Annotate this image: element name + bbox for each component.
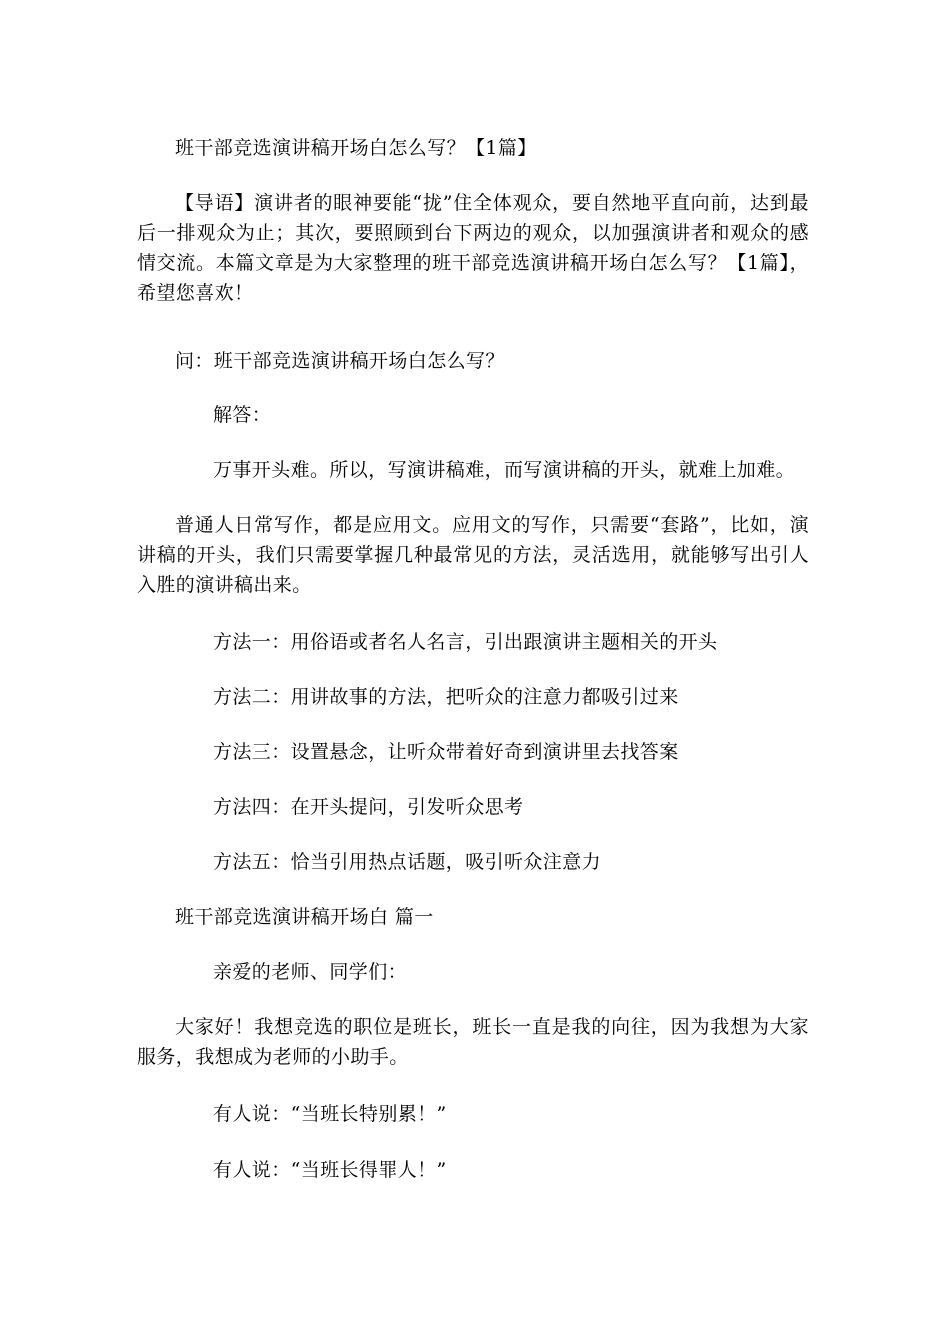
answer-label: 解答： (213, 404, 272, 426)
answer-paragraph-2: 普通人日常写作，都是应用文。应用文的写作，只需要“套路”，比如，演讲稿的开头，我们只需要掌握几种最常见的方法，灵活选用，就能够写出引人入胜的演讲稿出来。 (137, 514, 809, 596)
answer-paragraph-1: 万事开头难。所以，写演讲稿难，而写演讲稿的开头，就难上加难。 (213, 459, 796, 481)
speech-greeting: 亲爱的老师、同学们： (213, 961, 408, 983)
speech-quote-1: 有人说：“当班长特别累！” (213, 1103, 447, 1125)
speech-quote-2: 有人说：“当班长得罪人！” (213, 1159, 447, 1181)
method-item: 方法一：用俗语或者名人名言，引出跟演讲主题相关的开头 (213, 631, 718, 653)
intro-paragraph: 【导语】演讲者的眼神要能“拢”住全体观众，要自然地平直向前，达到最后一排观众为止；其次，要照顾到台下两边的观众，以加强演讲者和观众的感情交流。本篇文章是为大家整理的班干部竞选演讲稿开场白怎么写？【1篇】，希望您喜欢！ (137, 192, 809, 304)
speech-paragraph-1: 大家好！我想竞选的职位是班长，班长一直是我的向往，因为我想为大家服务，我想成为老师的小助手。 (137, 1016, 809, 1068)
method-item: 方法三：设置悬念，让听众带着好奇到演讲里去找答案 (213, 741, 679, 763)
method-item: 方法二：用讲故事的方法，把听众的注意力都吸引过来 (213, 686, 679, 708)
section-title: 班干部竞选演讲稿开场白 篇一 (175, 906, 434, 928)
method-item: 方法四：在开头提问，引发听众思考 (213, 796, 524, 818)
document-title: 班干部竞选演讲稿开场白怎么写？【1篇】 (175, 137, 537, 159)
method-item: 方法五：恰当引用热点话题，吸引听众注意力 (213, 851, 602, 873)
question-text: 问：班干部竞选演讲稿开场白怎么写？ (175, 350, 505, 372)
